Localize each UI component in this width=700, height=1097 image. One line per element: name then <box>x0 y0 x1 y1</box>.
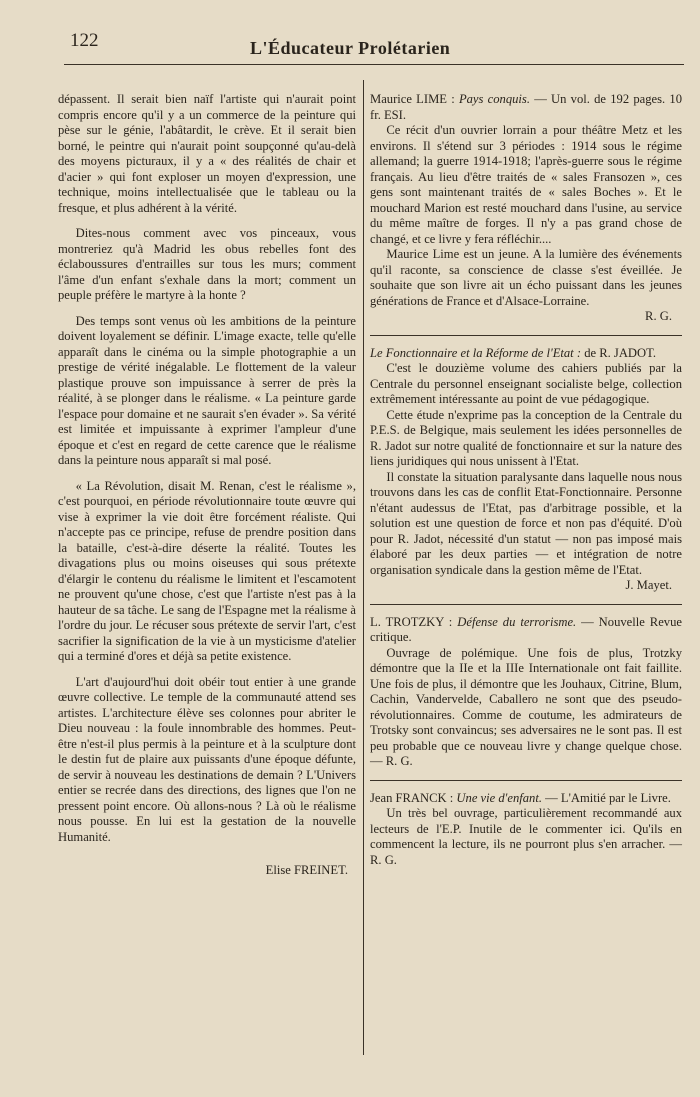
article-paragraph: Dites-nous comment avec vos pinceaux, vous montreriez qu'à Madrid les obus rebelles font des éclaboussures d'entrailles sur tous les murs; comment l'âme d'un enfant s'exhale dans la mort; comment un peuple préfère le martyre à la honte ? <box>58 226 356 302</box>
review-title: Le Fonctionnaire et la Réforme de l'Etat : <box>370 345 582 360</box>
header-rule <box>64 64 684 65</box>
review-author: Maurice LIME : <box>370 92 455 106</box>
review-separator <box>370 780 682 781</box>
review-initials: R. G. <box>645 309 672 323</box>
review-trotzky <box>370 615 682 770</box>
review-heading <box>370 791 682 807</box>
review-title: Pays conquis. <box>458 92 530 106</box>
left-column <box>58 92 356 879</box>
review-paragraph: Maurice Lime est un jeune. A la lumière des événements qu'il raconte, sa conscience de classe s'est éveillée. Je souhaite que son livre ait un écho puissant dans les jeunes générations de France et d'Alsace-Lorraine. <box>370 247 682 308</box>
review-separator <box>370 604 682 605</box>
review-details: — L'Amitié par le Livre. <box>545 790 671 805</box>
page-number: 122 <box>70 30 99 51</box>
article-paragraph: Des temps sont venus où les ambitions de la peinture doivent loyalement se définir. L'image exacte, telle qu'elle apparaît dans le cinéma ou la simple photographie a un prestige de vérité inégalable. Le flottement de la valeur plastique prouve son impuissance à serrer de près la réalité, à se plonger dans le réalisme. « La peinture garde l'espace pour domaine et ne saurait s'en évader ». Sa vérité est limitée et impuissante à exprimer l'ampleur d'une époque et c'est en regard de cette carence que le réalisme dans la peinture nous apparaît si mal posé. <box>58 313 356 467</box>
review-vie-enfant <box>370 791 682 869</box>
review-details: — Nouvelle Revue critique. <box>370 614 682 644</box>
review-fonctionnaire <box>370 346 682 594</box>
review-paragraph: C'est le douzième volume des cahiers publiés par la Centrale du personnel enseignant socialiste belge, collection extrêmement intéressante au point de vue pédagogique. <box>370 361 682 406</box>
review-details: — Un vol. de 192 pages. 10 fr. ESI. <box>370 92 683 122</box>
right-column <box>370 92 682 878</box>
journal-title: L'Éducateur Prolétarien <box>250 38 451 58</box>
review-separator <box>370 335 682 336</box>
column-divider <box>363 80 364 1055</box>
review-pays-conquis <box>370 92 682 325</box>
review-author: Jean FRANCK : <box>370 790 454 805</box>
article-paragraph: L'art d'aujourd'hui doit obéir tout entier à une grande œuvre collective. Le temple de la communauté attend ses artistes. L'architecture élève ses colonnes pour abriter le Dieu nouveau : la foule innombrable des hommes. Peut-être n'est-il plus permis à la peinture et à la sculpture dont le destin fut de plaire aux puissants d'une époque défunte, de servir à nouveau les destinations de demain ? L'Univers entier se recrée dans des directions, des lignes que l'on ne pressent point encore. Où allons-nous ? Là où le réalisme nous pousse. En lui est la gestation de la nouvelle Humanité. <box>58 674 356 844</box>
review-author: L. TROTZKY : <box>370 614 453 629</box>
review-title: Défense du terrorisme. <box>457 614 577 629</box>
review-paragraph: Ce récit d'un ouvrier lorrain a pour théâtre Metz et les environs. Il s'étend sur 3 périodes : 1914 sous le régime allemand; la guerre 1914-1918; l'après-guerre sous le régime français. Au lieu d'être traités de « sales Fransozen », ces gens sont maintenant traités de « sales Boches ». Et le mouchard Marion est resté mouchard dans l'usine, au service du même maître de forges. Il n'y a pas grand chose de changé, et ce livre y fera réfléchir.... <box>370 123 682 246</box>
article-paragraph: dépassent. Il serait bien naïf l'artiste qui n'aurait point compris encore qu'il y a un commerce de la peinture qui pèse sur le génie, l'abâtardit, le crève. Et il serait bien borné, le peintre qui n'aurait point soupçonné qu'au-delà des moyens picturaux, il y a « des réalités de chair et d'acier » qui font exploser un moyen d'expression, une technique, moins intellectualisée que le tableau ou la fresque, et plus adhérent à la vérité. <box>58 92 356 215</box>
article-paragraph: « La Révolution, disait M. Renan, c'est le réalisme », c'est pourquoi, en période révolutionnaire toute œuvre qui vise à exprimer la vie doit être forcément réaliste. Qui n'accepte pas ce principe, refuse de prendre position dans la bataille, c'est-à-dire déserte la réalité. Toutes les divagations plus ou moins oiseuses qui sous prétexte d'élargir le contenu du réalisme le limitent et l'escamotent ne prouvent qu'une chose, c'est que l'artiste n'est pas à la hauteur de sa tâche. Le sang de l'Espagne met la réalisme à l'ordre du jour. Le récuser sous prétexte de servir l'art, c'est sacrifier la signification de la vie à un mysticisme d'atelier qui a terminé d'ores et déjà sa petite existence. <box>58 478 356 663</box>
review-details: de R. JADOT. <box>584 345 657 360</box>
review-paragraph: Il constate la situation paralysante dans laquelle nous nous trouvons dans les cas de conflit Etat-Fonctionnaire. Personne n'étant audessus de l'Etat, pas d'arbitrage possible, et la solution est une question de force et non pas d'équité. D'où pour R. Jadot, nécessité d'un statut — non pas imposé mais élaboré par les deux parties — et intégration de notre organisation syndicale dans la gestion même de l'Etat. <box>370 469 682 577</box>
review-initials: J. Mayet. <box>625 578 672 592</box>
review-paragraph: Cette étude n'exprime pas la conception de la Centrale du P.E.S. de Belgique, mais seulement les idées personnelles de R. Jadot sur notre qualité de fonctionnaire et sur la nature des liens juridiques qui nous unissent à l'Etat. <box>370 407 682 468</box>
review-paragraph: Ouvrage de polémique. Une fois de plus, Trotzky démontre que la IIe et la IIIe Internationale ont fait faillite. Une fois de plus, il démontre que les Jouhaux, Citrine, Blum, Cachin, Vandervelde, Caballero ne sont que des pseudo-révolutionnaires. Comme de coutume, les admirateurs de Trotsky sont convaincus; ses adversaires ne le sont pas. Il est peu probable que ce nouveau livre y change quelque chose. — R. G. <box>370 645 682 768</box>
review-paragraph: Un très bel ouvrage, particulièrement recommandé aux lecteurs de l'E.P. Inutile de le commenter ici. Qu'ils en commencent la lecture, ils ne pourront plus s'en arracher. — R. G. <box>370 806 682 867</box>
article-signature: Elise FREINET. <box>265 863 348 877</box>
review-heading <box>370 346 682 362</box>
review-title: Une vie d'enfant. <box>456 790 542 805</box>
review-heading <box>370 92 682 123</box>
review-heading <box>370 615 682 646</box>
page-header <box>0 0 700 70</box>
